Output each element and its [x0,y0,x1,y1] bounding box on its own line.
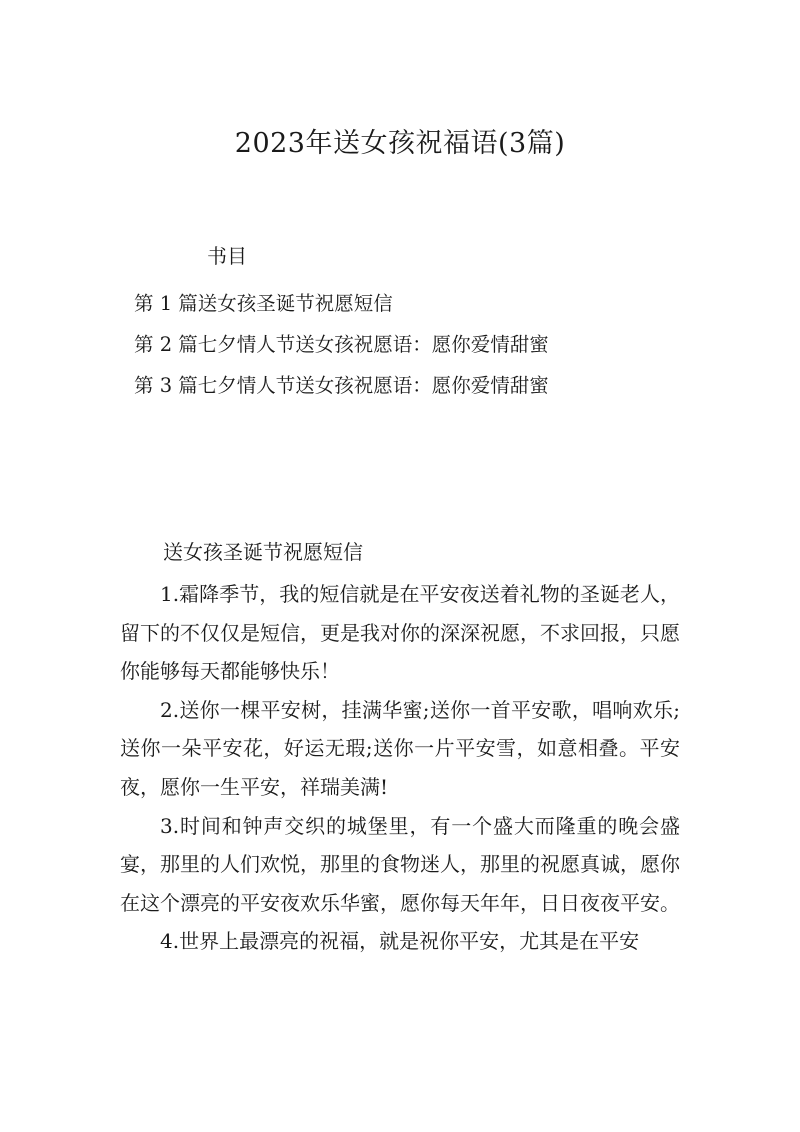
section-body [120,575,680,961]
toc-item[interactable]: 第 3 篇七夕情人节送女孩祝愿语：愿你爱情甜蜜 [134,374,549,397]
paragraph: 2.送你一棵平安树，挂满华蜜;送你一首平安歌，唱响欢乐;送你一朵平安花，好运无瑕;送你一片平安雪，如意相叠。平安夜，愿你一生平安，祥瑞美满! [120,697,680,799]
table-of-contents [134,283,549,406]
paragraph: 1.霜降季节，我的短信就是在平安夜送着礼物的圣诞老人，留下的不仅仅是短信，更是我对你的深深祝愿，不求回报，只愿你能够每天都能够快乐！ [120,582,680,684]
toc-item[interactable]: 第 1 篇送女孩圣诞节祝愿短信 [134,292,393,315]
paragraph: 4.世界上最漂亮的祝福，就是祝你平安，尤其是在平安 [160,929,640,954]
toc-heading: 书目 [207,244,247,268]
section-heading: 送女孩圣诞节祝愿短信 [163,540,363,564]
document-title: 2023年送女孩祝福语(3篇) [234,128,566,159]
paragraph: 3.时间和钟声交织的城堡里，有一个盛大而隆重的晚会盛宴，那里的人们欢悦，那里的食物迷人，那里的祝愿真诚，愿你在这个漂亮的平安夜欢乐华蜜，愿你每天年年，日日夜夜平安。 [120,813,680,915]
toc-item[interactable]: 第 2 篇七夕情人节送女孩祝愿语：愿你爱情甜蜜 [134,333,549,356]
